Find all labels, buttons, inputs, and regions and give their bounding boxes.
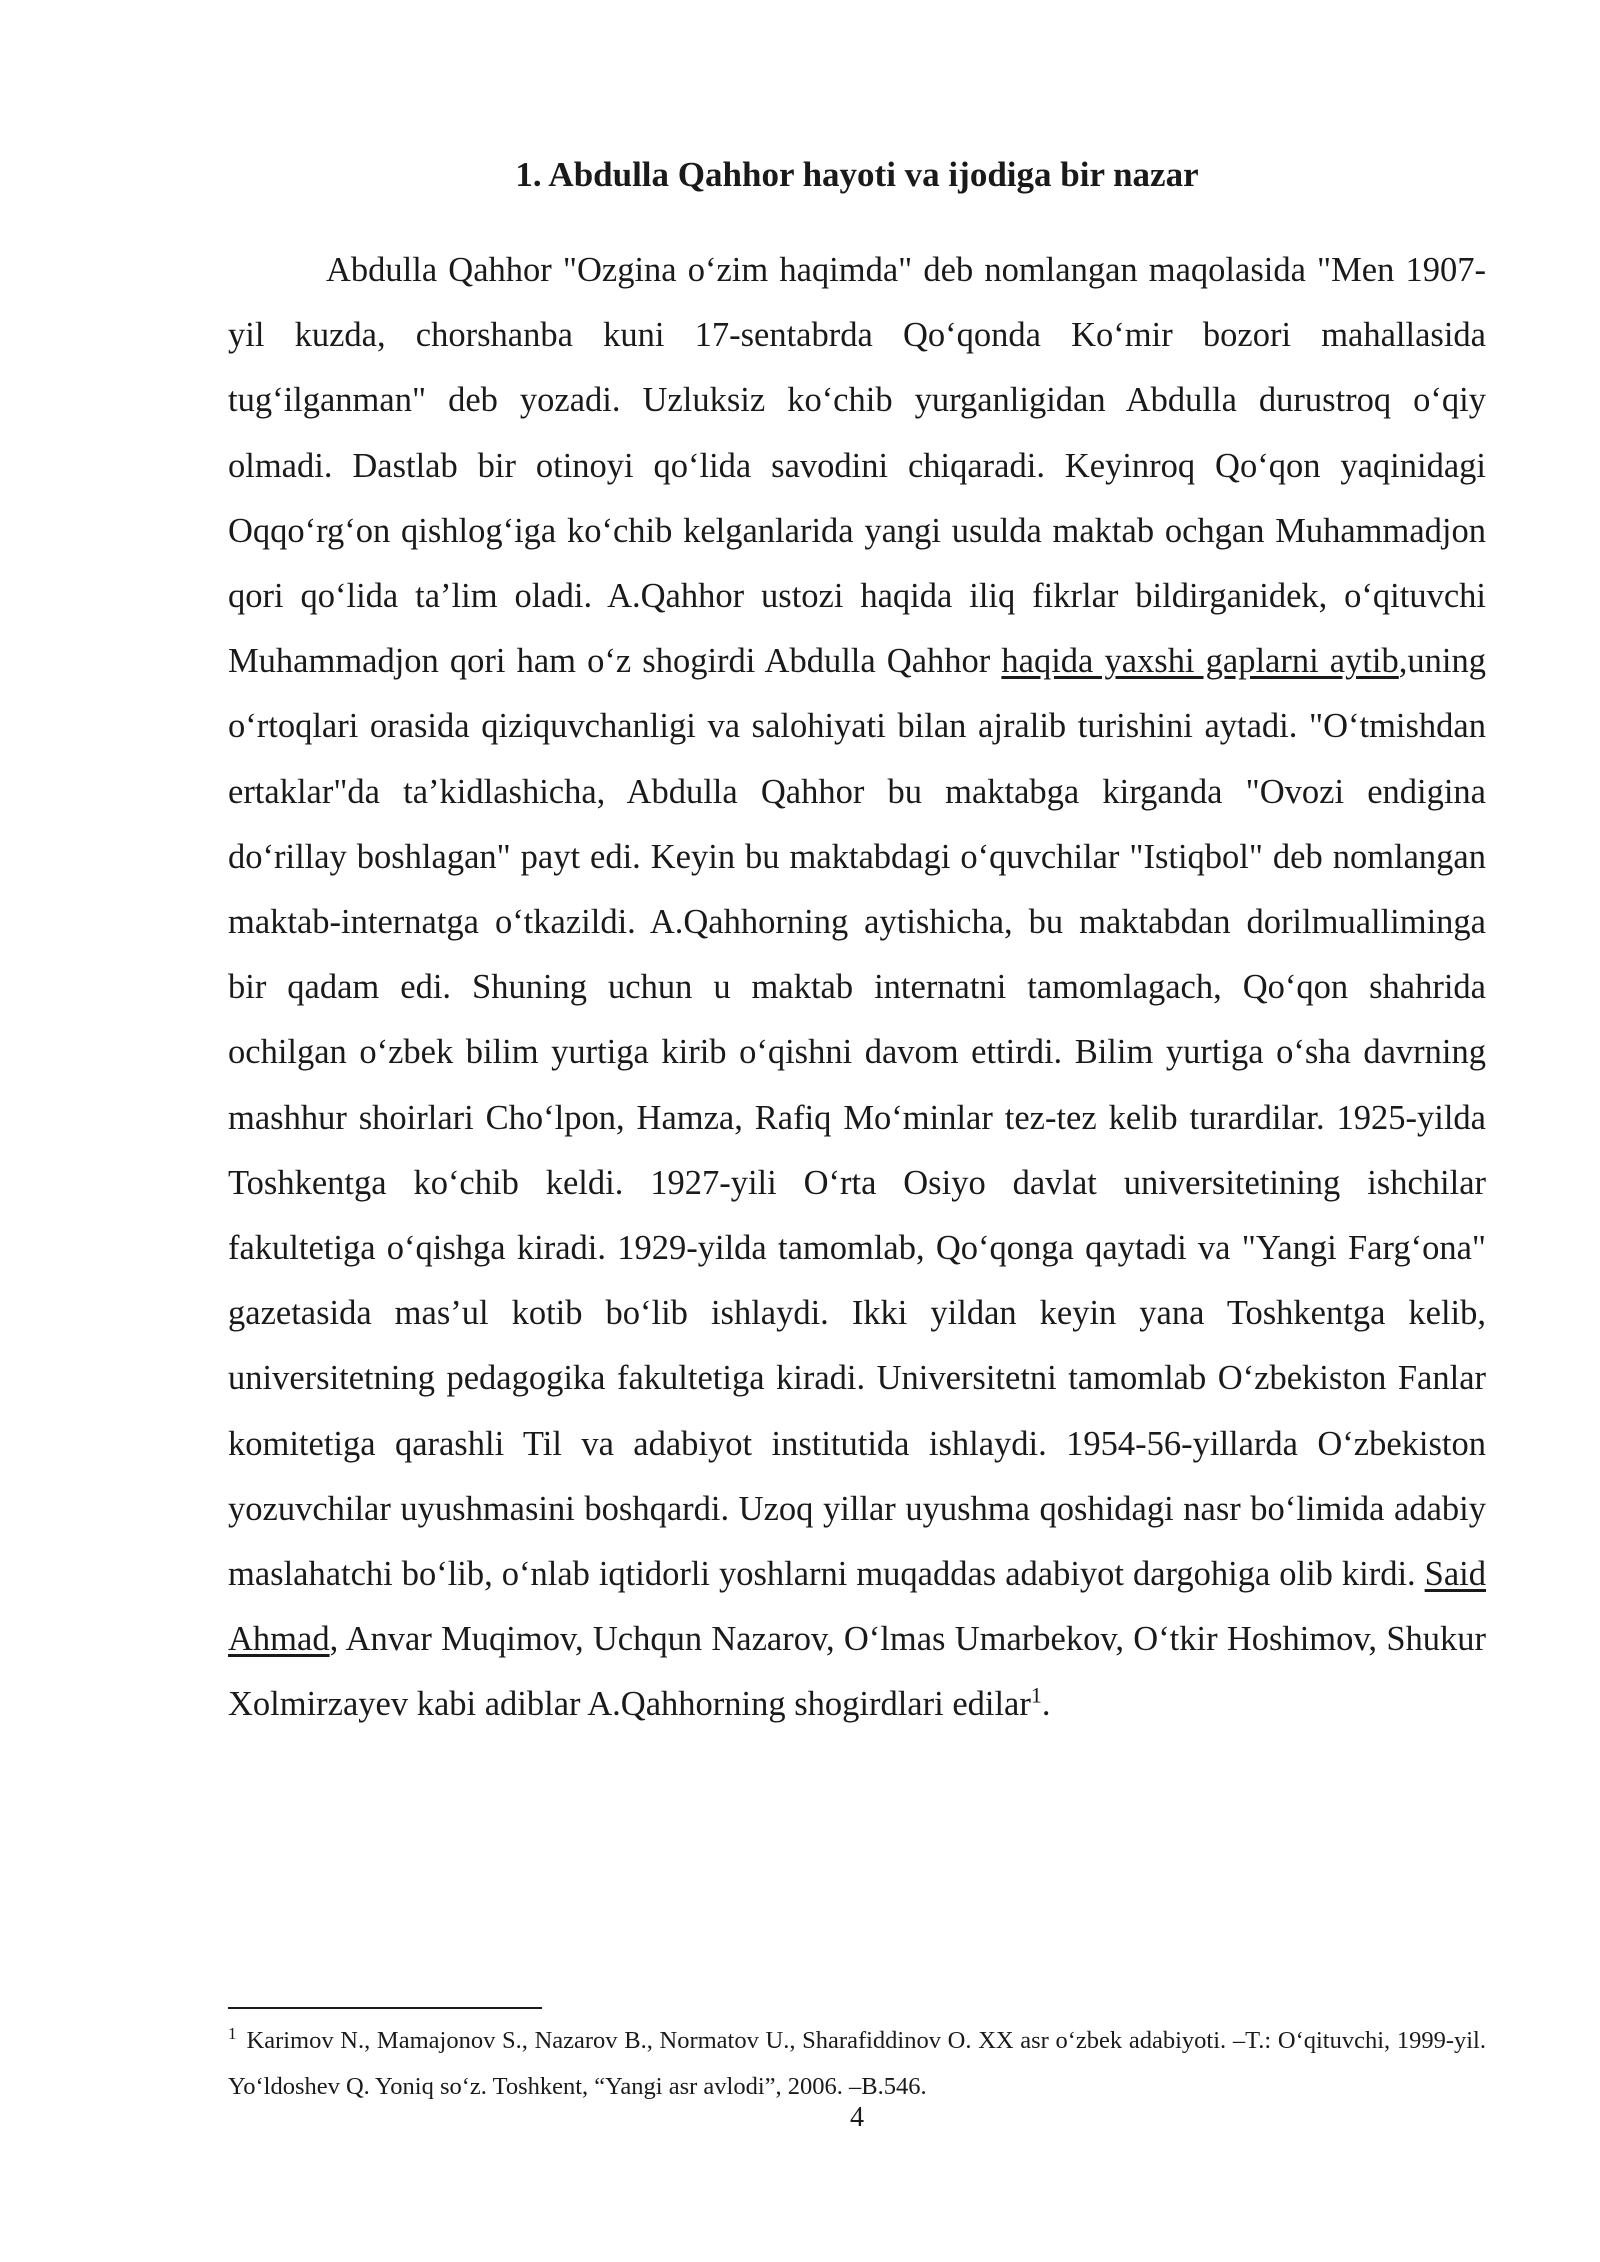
paragraph-end: . bbox=[1041, 1685, 1051, 1724]
page-number: 4 bbox=[850, 2102, 864, 2133]
footnote bbox=[228, 2018, 1486, 2110]
footnote-text: Karimov N., Mamajonov S., Nazarov B., Normatov U., Sharafiddinov O. XX asr o‘zbek adabiyoti. –T.: O‘qituvchi, 1999-yil. Yo‘ldoshev Q. Yoniq so‘z. Toshkent, “Yangi asr avlodi”, 2006. –B.546. bbox=[228, 2027, 1486, 2100]
footnote-reference[interactable]: 1 bbox=[1030, 1682, 1042, 1708]
said-ahmad-link[interactable]: Said Ahmad bbox=[228, 1555, 1486, 1659]
body-paragraph bbox=[228, 238, 1486, 1738]
footnote-separator bbox=[228, 2007, 542, 2009]
section-heading: 1. Abdulla Qahhor hayoti va ijodiga bir nazar bbox=[515, 155, 1199, 194]
footnote-marker: 1 bbox=[228, 2023, 237, 2043]
paragraph-text-part3: , Anvar Muqimov, Uchqun Nazarov, O‘lmas Umarbekov, O‘tkir Hoshimov, Shukur Xolmirzayev kabi adiblar A.Qahhorning shogirdlari edilar bbox=[228, 1620, 1486, 1724]
paragraph-text-part1: Abdulla Qahhor "Ozgina o‘zim haqimda" deb nomlangan maqolasida "Men 1907-yil kuzda, chorshanba kuni 17-sentabrda Qo‘qonda Ko‘mir bozori mahallasida tug‘ilganman" deb yozadi. Uzluksiz ko‘chib yurganligidan Abdulla durustroq o‘qiy olmadi. Dastlab bir otinoyi qo‘lida savodini chiqaradi. Keyinroq Qo‘qon yaqinidagi Oqqo‘rg‘on qishlog‘iga ko‘chib kelganlarida yangi usulda maktab ochgan Muhammadjon qori qo‘lida ta’lim oladi. A.Qahhor ustozi haqida iliq fikrlar bildirganidek, o‘qituvchi Muhammadjon qori ham o‘z shogirdi Abdulla Qahhor bbox=[228, 251, 1486, 681]
underlined-phrase-link[interactable]: haqida yaxshi gaplarni aytib bbox=[1001, 642, 1399, 681]
paragraph-text-part2: ,uning o‘rtoqlari orasida qiziquvchanligi va salohiyati bilan ajralib turishini aytadi. "O‘tmishdan ertaklar"da ta’kidlashicha, Abdulla Qahhor bu maktabga kirganda "Ovozi endigina do‘rillay boshlagan" payt edi. Keyin bu maktabdagi o‘quvchilar "Istiqbol" deb nomlangan maktab-internatga o‘tkazildi. A.Qahhorning aytishicha, bu maktabdan dorilmualliminga bir qadam edi. Shuning uchun u maktab internatni tamomlagach, Qo‘qon shahrida ochilgan o‘zbek bilim yurtiga kirib o‘qishni davom ettirdi. Bilim yurtiga o‘sha davrning mashhur shoirlari Cho‘lpon, Hamza, Rafiq Mo‘minlar tez-tez kelib turardilar. 1925-yilda Toshkentga ko‘chib keldi. 1927-yili O‘rta Osiyo davlat universitetining ishchilar fakultetiga o‘qishga kiradi. 1929-yilda tamomlab, Qo‘qonga qaytadi va "Yangi Farg‘ona" gazetasida mas’ul kotib bo‘lib ishlaydi. Ikki yildan keyin yana Toshkentga kelib, universitetning pedagogika fakultetiga kiradi. Universitetni tamomlab O‘zbekiston Fanlar komitetiga qarashli Til va adabiyot institutida ishlaydi. 1954-56-yillarda O‘zbekiston yozuvchilar uyushmasini boshqardi. Uzoq yillar uyushma qoshidagi nasr bo‘limida adabiy maslahatchi bo‘lib, o‘nlab iqtidorli yoshlarni muqaddas adabiyot dargohiga olib kirdi. bbox=[228, 642, 1486, 1594]
